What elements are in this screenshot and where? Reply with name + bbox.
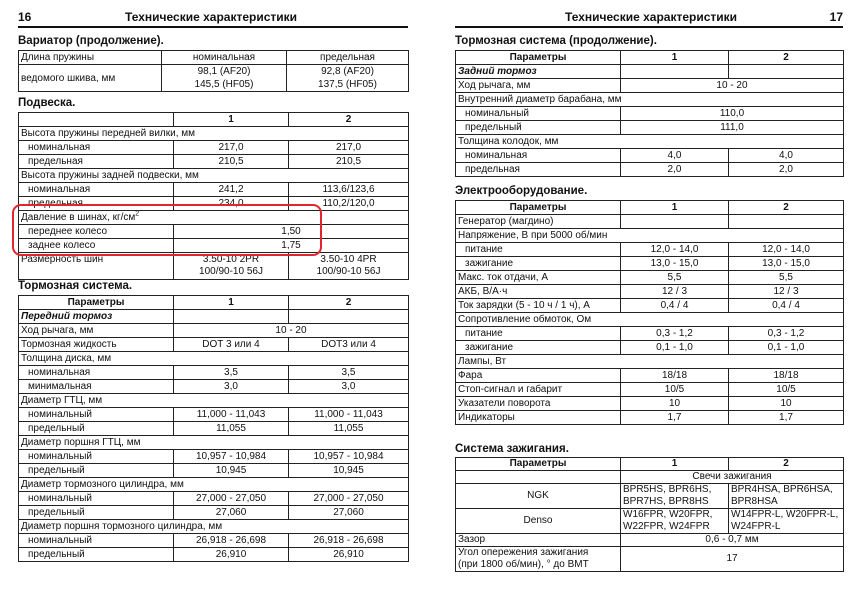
col-header: Параметры xyxy=(456,458,621,471)
table-cell: 0,6 - 0,7 мм xyxy=(621,534,844,547)
table-cell: 10 xyxy=(729,397,844,411)
pressure-title: Давление в шинах, кг/см xyxy=(21,212,136,223)
row-group-title: Диаметр ГТЦ, мм xyxy=(19,394,409,408)
table-cell: 10,945 xyxy=(174,464,289,478)
table-cell: 10/5 xyxy=(621,383,729,397)
section-title-brake: Тормозная система. xyxy=(18,280,133,292)
table-row xyxy=(19,422,409,436)
col-header: 1 xyxy=(174,296,289,310)
table-row xyxy=(456,509,844,534)
col-header: 2 xyxy=(289,113,409,127)
table-row xyxy=(19,183,409,197)
table-row xyxy=(19,65,409,79)
table-cell: 0,1 - 1,0 xyxy=(621,341,729,355)
table-row xyxy=(456,299,844,313)
table-cell: заднее колесо xyxy=(19,239,174,253)
tire-size-line: 100/90-10 56J xyxy=(316,266,381,277)
table-cell: 0,1 - 1,0 xyxy=(729,341,844,355)
table-cell: предельный xyxy=(19,548,174,562)
table-cell: 3,0 xyxy=(289,380,409,394)
table-row xyxy=(456,135,844,149)
tire-size-line: 100/90-10 56J xyxy=(199,266,263,277)
col-header: 1 xyxy=(621,201,729,215)
row-group-title: Сопротивление обмоток, Ом xyxy=(456,313,844,327)
spark-plug-line: BPR4HSA, BPR6HSA, xyxy=(731,484,833,495)
col-header: 1 xyxy=(174,113,289,127)
table-row xyxy=(456,369,844,383)
col-header: 1 xyxy=(621,51,729,65)
table-cell: Зазор xyxy=(456,534,621,547)
table-row xyxy=(19,548,409,562)
spark-plug-line: BPR8HSA xyxy=(731,496,778,507)
table-cell xyxy=(621,484,729,509)
section-title-ignition: Система зажигания. xyxy=(455,443,569,455)
table-cell xyxy=(289,253,409,280)
section-title-electric: Электрооборудование. xyxy=(455,185,588,197)
table-cell: Denso xyxy=(456,509,621,534)
row-group-title: Толщина диска, мм xyxy=(19,352,409,366)
table-cell: номинальный xyxy=(456,107,621,121)
table-row xyxy=(456,397,844,411)
spark-plug-line: BPR5HS, BPR6HS, xyxy=(623,484,712,495)
table-cell: 12,0 - 14,0 xyxy=(621,243,729,257)
table-cell: Генератор (магдино) xyxy=(456,215,621,229)
table-row xyxy=(456,229,844,243)
table-cell: 13,0 - 15,0 xyxy=(621,257,729,271)
col-header-nominal: номинальная xyxy=(162,51,287,65)
table-cell: 110,0 xyxy=(621,107,844,121)
table-row xyxy=(456,484,844,509)
table-row xyxy=(19,169,409,183)
col-header: 2 xyxy=(729,201,844,215)
table-row xyxy=(19,506,409,520)
table-cell: номинальная xyxy=(19,141,174,155)
table-cell: номинальная xyxy=(19,183,174,197)
table-row xyxy=(456,341,844,355)
table-cell: Макс. ток отдачи, А xyxy=(456,271,621,285)
subsection-label: Передний тормоз xyxy=(19,310,174,324)
table-row xyxy=(456,285,844,299)
ignition-table xyxy=(455,457,844,572)
table-row xyxy=(19,492,409,506)
section-title-variator: Вариатор (продолжение). xyxy=(18,35,164,47)
table-cell: 210,5 xyxy=(289,155,409,169)
table-row xyxy=(19,520,409,534)
table-cell: переднее колесо xyxy=(19,225,174,239)
table-header-row xyxy=(456,458,844,471)
page-number: 16 xyxy=(18,10,32,24)
variator-label-2: ведомого шкива, мм xyxy=(19,65,162,92)
table-cell: 1,7 xyxy=(621,411,729,425)
col-header: Параметры xyxy=(19,296,174,310)
table-cell: 11,055 xyxy=(174,422,289,436)
table-header-row xyxy=(19,296,409,310)
row-group-title: Высота пружины задней подвески, мм xyxy=(19,169,409,183)
table-cell: предельный xyxy=(456,121,621,135)
table-cell: 12,0 - 14,0 xyxy=(729,243,844,257)
page-number: 17 xyxy=(829,10,843,24)
table-cell: 2,0 xyxy=(621,163,729,177)
table-cell: 27,060 xyxy=(289,506,409,520)
table-row xyxy=(19,534,409,548)
table-cell: предельная xyxy=(19,197,174,211)
table-cell: 5,5 xyxy=(621,271,729,285)
table-cell: 3,0 xyxy=(174,380,289,394)
col-header: 1 xyxy=(621,458,729,471)
table-cell: Индикаторы xyxy=(456,411,621,425)
table-cell: номинальный xyxy=(19,492,174,506)
table-cell: Указатели поворота xyxy=(456,397,621,411)
table-row xyxy=(456,163,844,177)
table-row xyxy=(456,313,844,327)
table-cell: 17 xyxy=(621,547,844,572)
table-row xyxy=(456,534,844,547)
table-cell: зажигание xyxy=(456,257,621,271)
table-cell: 10 xyxy=(621,397,729,411)
table-cell: 26,910 xyxy=(174,548,289,562)
table-row xyxy=(456,149,844,163)
table-row xyxy=(19,51,409,65)
timing-label-line: Угол опережения зажигания xyxy=(458,547,589,558)
table-row xyxy=(456,271,844,285)
table-cell: 27,000 - 27,050 xyxy=(289,492,409,506)
table-row xyxy=(456,107,844,121)
table-header-row xyxy=(19,113,409,127)
table-cell: 27,000 - 27,050 xyxy=(174,492,289,506)
table-cell: 18/18 xyxy=(729,369,844,383)
table-row xyxy=(19,310,409,324)
table-row xyxy=(19,338,409,352)
table-row xyxy=(19,394,409,408)
table-row xyxy=(19,450,409,464)
table-cell: 217,0 xyxy=(289,141,409,155)
right-page-header xyxy=(455,10,843,28)
table-cell: номинальная xyxy=(456,149,621,163)
table-cell: Размерность шин xyxy=(19,253,174,280)
table-cell: 241,2 xyxy=(174,183,289,197)
table-cell: 217,0 xyxy=(174,141,289,155)
table-cell: Стоп-сигнал и габарит xyxy=(456,383,621,397)
table-cell: DOT3 или 4 xyxy=(289,338,409,352)
table-cell: 27,060 xyxy=(174,506,289,520)
table-cell: 2,0 xyxy=(729,163,844,177)
variator-table xyxy=(18,50,409,92)
pressure-unit-superscript: 2 xyxy=(135,210,140,218)
spark-plug-line: W16FPR, W20FPR, xyxy=(623,509,713,520)
table-cell: 10 - 20 xyxy=(174,324,409,338)
table-cell: минимальная xyxy=(19,380,174,394)
electric-table xyxy=(455,200,844,425)
table-row xyxy=(19,253,409,280)
table-cell: 137,5 (HF05) xyxy=(287,78,409,92)
table-cell xyxy=(456,547,621,572)
right-page xyxy=(425,0,850,612)
table-cell: 12 / 3 xyxy=(729,285,844,299)
table-cell: 26,910 xyxy=(289,548,409,562)
section-title-brake-cont: Тормозная система (продолжение). xyxy=(455,35,657,47)
table-cell: предельная xyxy=(19,155,174,169)
table-cell: 10,957 - 10,984 xyxy=(289,450,409,464)
row-group-title: Внутренний диаметр барабана, мм xyxy=(456,93,844,107)
col-header: 2 xyxy=(729,51,844,65)
table-cell: 145,5 (HF05) xyxy=(162,78,287,92)
table-cell: 210,5 xyxy=(174,155,289,169)
table-cell: 10/5 xyxy=(729,383,844,397)
table-cell: зажигание xyxy=(456,341,621,355)
table-cell: 0,3 - 1,2 xyxy=(729,327,844,341)
spark-plug-line: W14FPR-L, W20FPR-L, xyxy=(731,509,839,520)
table-row xyxy=(456,383,844,397)
table-row xyxy=(456,327,844,341)
brake-table xyxy=(18,295,409,562)
table-cell: предельный xyxy=(19,464,174,478)
table-cell: номинальный xyxy=(19,408,174,422)
timing-label-line: (при 1800 об/мин), ° до ВМТ xyxy=(458,559,589,570)
table-cell: 98,1 (AF20) xyxy=(162,65,287,79)
table-cell: Тормозная жидкость xyxy=(19,338,174,352)
col-header: 2 xyxy=(289,296,409,310)
table-cell: NGK xyxy=(456,484,621,509)
table-header-row xyxy=(456,51,844,65)
table-cell: Фара xyxy=(456,369,621,383)
spark-plug-line: W24FPR-L xyxy=(731,521,781,532)
table-row xyxy=(19,324,409,338)
table-cell: DOT 3 или 4 xyxy=(174,338,289,352)
table-row xyxy=(19,478,409,492)
table-cell: 92,8 (AF20) xyxy=(287,65,409,79)
row-group-title: Напряжение, В при 5000 об/мин xyxy=(456,229,844,243)
page-header-title: Технические характеристики xyxy=(125,10,298,24)
table-row xyxy=(456,355,844,369)
table-cell: 26,918 - 26,698 xyxy=(174,534,289,548)
table-row xyxy=(456,411,844,425)
table-row xyxy=(19,141,409,155)
row-group-title: Высота пружины передней вилки, мм xyxy=(19,127,409,141)
tire-size-line: 3.50-10 4PR xyxy=(320,254,377,265)
table-cell: 0,4 / 4 xyxy=(729,299,844,313)
table-cell: АКБ, В/А·ч xyxy=(456,285,621,299)
table-row xyxy=(19,127,409,141)
col-header: Параметры xyxy=(456,201,621,215)
highlight-annotation-box xyxy=(12,204,322,256)
row-group-title: Толщина колодок, мм xyxy=(456,135,844,149)
table-cell: Ход рычага, мм xyxy=(19,324,174,338)
table-row xyxy=(19,408,409,422)
table-cell: 234,0 xyxy=(174,197,289,211)
table-row xyxy=(19,155,409,169)
table-cell: 5,5 xyxy=(729,271,844,285)
table-cell xyxy=(729,484,844,509)
table-cell: 0,4 / 4 xyxy=(621,299,729,313)
table-cell: Ход рычага, мм xyxy=(456,79,621,93)
variator-label: Длина пружины xyxy=(19,51,162,65)
table-cell xyxy=(621,509,729,534)
table-cell: 1,50 xyxy=(174,225,409,239)
table-cell: 1,75 xyxy=(174,239,409,253)
table-cell: 18/18 xyxy=(621,369,729,383)
table-cell: питание xyxy=(456,243,621,257)
table-row xyxy=(456,257,844,271)
table-row xyxy=(456,121,844,135)
table-row xyxy=(19,464,409,478)
table-cell: 11,055 xyxy=(289,422,409,436)
tire-size-line: 3.50-10 2PR xyxy=(202,254,260,265)
table-cell: Ток зарядки (5 - 10 ч / 1 ч), А xyxy=(456,299,621,313)
row-group-title: Диаметр поршня ГТЦ, мм xyxy=(19,436,409,450)
table-cell: 3,5 xyxy=(289,366,409,380)
col-header: 2 xyxy=(729,458,844,471)
row-group-title: Диаметр тормозного цилиндра, мм xyxy=(19,478,409,492)
table-row xyxy=(456,215,844,229)
col-header: Параметры xyxy=(456,51,621,65)
table-cell: 10,957 - 10,984 xyxy=(174,450,289,464)
table-cell: 110,2/120,0 xyxy=(289,197,409,211)
row-group-title: Диаметр поршня тормозного цилиндра, мм xyxy=(19,520,409,534)
table-cell xyxy=(174,253,289,280)
table-cell: предельная xyxy=(456,163,621,177)
table-cell: Свечи зажигания xyxy=(621,471,844,484)
table-cell: номинальный xyxy=(19,450,174,464)
table-cell: предельный xyxy=(19,506,174,520)
table-cell: 4,0 xyxy=(729,149,844,163)
col-header-limit: предельная xyxy=(287,51,409,65)
table-row xyxy=(19,352,409,366)
table-cell: номинальная xyxy=(19,366,174,380)
table-cell: 10,945 xyxy=(289,464,409,478)
row-group-title: Лампы, Вт xyxy=(456,355,844,369)
table-cell: 11,000 - 11,043 xyxy=(174,408,289,422)
table-row xyxy=(19,436,409,450)
table-row xyxy=(456,471,844,484)
table-row xyxy=(456,243,844,257)
section-title-suspension: Подвеска. xyxy=(18,97,76,109)
table-cell: 1,7 xyxy=(729,411,844,425)
subsection-label: Задний тормоз xyxy=(456,65,621,79)
table-cell: 26,918 - 26,698 xyxy=(289,534,409,548)
left-page-header xyxy=(18,10,408,28)
table-cell: 113,6/123,6 xyxy=(289,183,409,197)
table-header-row xyxy=(456,201,844,215)
table-cell: 13,0 - 15,0 xyxy=(729,257,844,271)
spark-plug-line: W22FPR, W24FPR xyxy=(623,521,710,532)
spark-plug-line: BPR7HS, BPR8HS xyxy=(623,496,709,507)
table-cell: питание xyxy=(456,327,621,341)
table-cell: 0,3 - 1,2 xyxy=(621,327,729,341)
table-row xyxy=(19,380,409,394)
table-cell: 4,0 xyxy=(621,149,729,163)
table-cell: 10 - 20 xyxy=(621,79,844,93)
table-cell: 111,0 xyxy=(621,121,844,135)
table-cell: номинальный xyxy=(19,534,174,548)
table-row xyxy=(456,547,844,572)
table-cell: 12 / 3 xyxy=(621,285,729,299)
table-cell: 3,5 xyxy=(174,366,289,380)
table-cell: предельный xyxy=(19,422,174,436)
table-row xyxy=(456,79,844,93)
table-cell: 11,000 - 11,043 xyxy=(289,408,409,422)
brake-cont-table xyxy=(455,50,844,177)
table-row xyxy=(19,366,409,380)
table-row xyxy=(456,65,844,79)
page-header-title: Технические характеристики xyxy=(565,10,738,24)
table-row xyxy=(456,93,844,107)
table-cell xyxy=(729,509,844,534)
